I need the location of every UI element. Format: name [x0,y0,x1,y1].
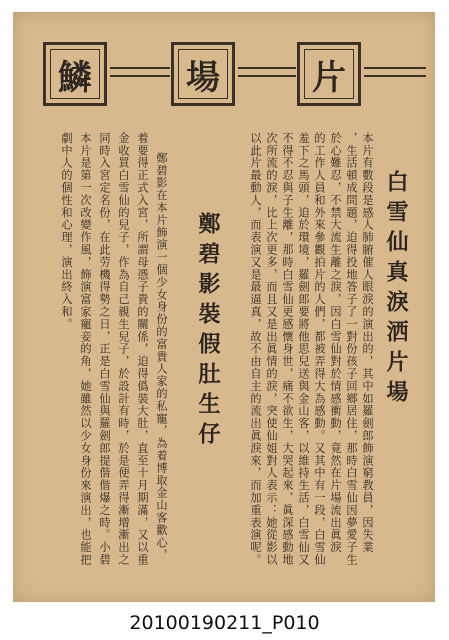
article-title-middle: 鄭碧影裝假肚生仔 [195,212,221,452]
article-text-column: 的工作人員和外來參觀拍片的人們，都被弄得大為感動。又其中有一段，白雪仙 [313,132,326,566]
article-text-column: 不得不忍與子生離，那時白雪仙更感懷身世，痛不欲生，大哭起來，眞深感動地 [281,132,294,566]
header-char-box-3 [297,42,361,106]
article-text-column: 同時入宮定名份，在此劳機得勢之日，正是白雪仙與羅劍郎提偕偕爆之時。小碧 [98,132,111,566]
header-char-box-2 [171,42,235,106]
article-text-column: 本片是第一次改變作風，飾演富家寵妾的角，她雖然以少女身份來演出，也能把 [79,132,92,566]
header-char-3: 片 [312,57,346,98]
image-caption: 20100190211_P010 [129,612,320,634]
article-title-right: 白雪仙真淚洒片場 [383,170,409,410]
header-connector-line [238,75,296,77]
article-text-column: 羞下之馬頭，迫於環境，羅劍郎要將他思兒送與金山客，以維持生活，白雪仙又 [297,132,310,566]
article-text-column: 鄭碧影在本片飾演一個少女身份的富貴人家的私寵，為着博取金山客歡心， [155,152,168,562]
article-text-column: 本片有數段是感人肺腑催人眼淚的演出的，其中如羅劍郎飾演窮教員，因失業 [361,132,374,554]
header-connector-line [364,67,426,69]
header-connector-line [238,67,296,69]
header-char-1: 鱗 [58,57,92,98]
header-char-box-1 [43,42,107,106]
paper-page [13,12,435,602]
article-text-column: ，生活頓成問題，迫得投地答子了一對份孩子回鄉居住，那時白雪仙因夢愛子生 [345,132,358,566]
article-text-column: 以此片最動人，而表演又是最逼真，故不由自主的流出眞淚來，而加重表演呢。 [249,132,262,566]
article-text-column: 着要得正式入宮，所謂母憑子貴的關係，迫得僞裝大肚，直至十月期滿，又以重 [136,132,149,566]
article-text-column: 於心難忍，不禁大流生離之淚，因白雪仙對於情感衝動，竟然在片場流出眞淚 [329,132,342,554]
header-connector-line [364,75,426,77]
article-text-column: 次所流的淚，比上次更多，而且又是出眞情的淚，突使仙姐對人表示：她從影以 [265,132,278,566]
header-char-2: 場 [186,57,220,98]
header-connector-line [110,67,170,69]
header-connector-line [110,75,170,77]
article-text-column: 劇中人的個性和心理，演出終入和。 [60,132,73,331]
article-text-column: 金收買白雪仙的兒子，作為自己親生兒子，於設計有時，於是便弄得漸增漸出之 [117,132,130,566]
